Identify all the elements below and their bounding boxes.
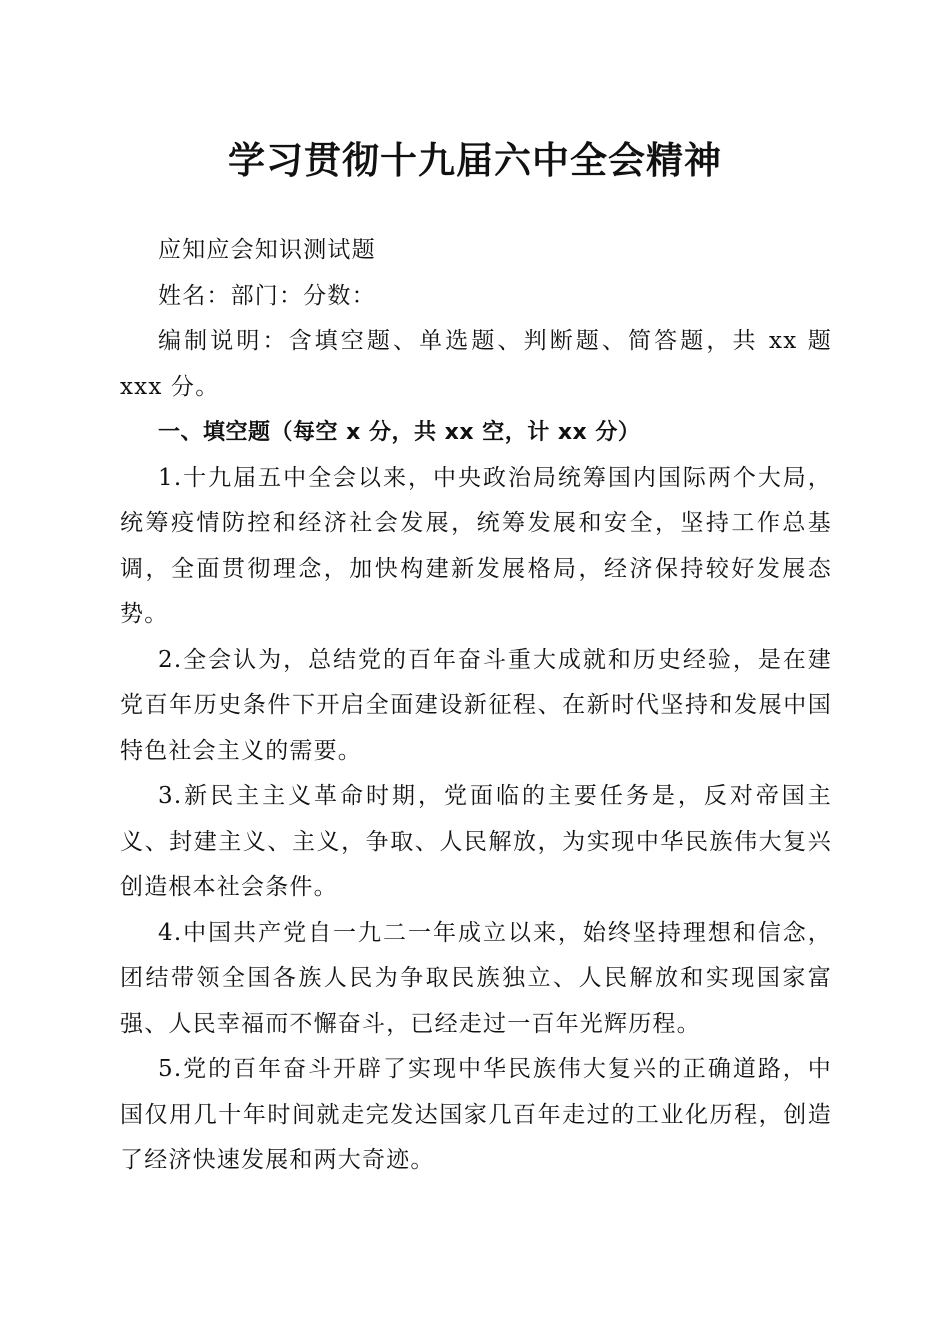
- question-item: 5.党的百年奋斗开辟了实现中华民族伟大复兴的正确道路，中国仅用几十年时间就走完发达国家几百年走过的工业化历程，创造了经济快速发展和两大奇迹。: [120, 1056, 832, 1173]
- question-item: 3.新民主主义革命时期，党面临的主要任务是，反对帝国主义、封建主义、主义，争取、人民解放，为实现中华民族伟大复兴创造根本社会条件。: [120, 783, 832, 900]
- info-line: 姓名：部门：分数：: [158, 282, 376, 309]
- page-title: 学习贯彻十九届六中全会精神: [228, 138, 722, 182]
- question-item: 2.全会认为，总结党的百年奋斗重大成就和历史经验，是在建党百年历史条件下开启全面建设新征程、在新时代坚持和发展中国特色社会主义的需要。: [120, 646, 832, 764]
- question-item: 1.十九届五中全会以来，中央政治局统筹国内国际两个大局，统筹疫情防控和经济社会发展，统筹发展和安全，坚持工作总基调，全面贯彻理念，加快构建新发展格局，经济保持较好发展态势。: [120, 464, 832, 627]
- subtitle: 应知应会知识测试题: [158, 237, 376, 263]
- description: 编制说明：含填空题、单选题、判断题、简答题，共 xx 题 xxx 分。: [120, 328, 832, 400]
- question-item: 4.中国共产党自一九二一年成立以来，始终坚持理想和信念，团结带领全国各族人民为争取民族独立、人民解放和实现国家富强、人民幸福而不懈奋斗，已经走过一百年光辉历程。: [120, 919, 832, 1037]
- document-body: [120, 228, 832, 1184]
- section-heading: 一、填空题（每空 x 分，共 xx 空，计 xx 分）: [158, 420, 641, 445]
